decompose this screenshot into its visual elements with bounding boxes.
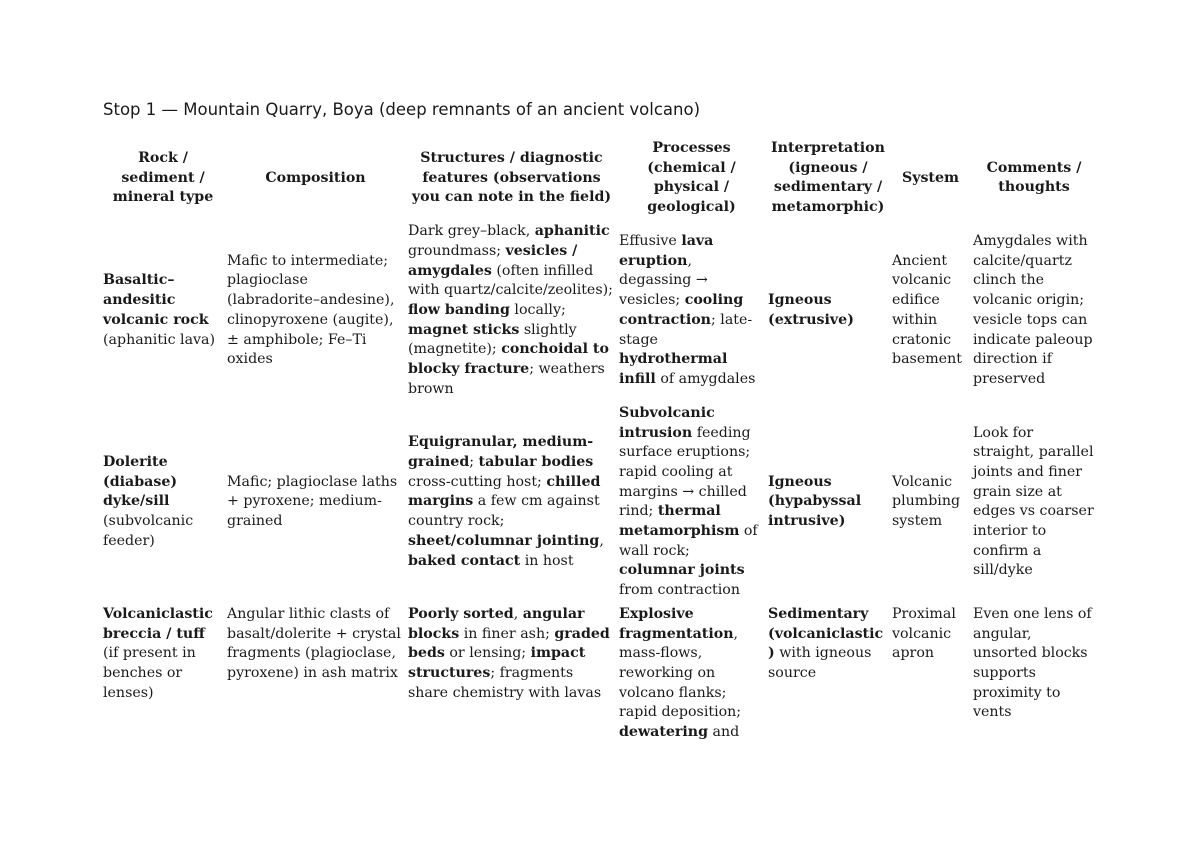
bold-text-run: Sedimentary (volcaniclastic) <box>768 605 884 662</box>
table-row <box>101 220 1097 402</box>
cell-rock-type <box>101 220 225 402</box>
table-row <box>101 603 1097 745</box>
text-run: and <box>708 724 740 741</box>
cell-comments <box>971 220 1097 402</box>
text-run: ; fragments share chemistry with lavas <box>408 664 602 701</box>
cell-composition <box>225 603 406 745</box>
text-run: with igneous source <box>768 645 872 681</box>
bold-text-run: Igneous (hypabyssal intrusive) <box>768 473 862 530</box>
bold-text-run: Dolerite (diabase) dyke/sill <box>103 454 178 510</box>
bold-text-run: flow banding <box>408 301 510 318</box>
text-run: ; weathers brown <box>408 361 605 397</box>
bold-text-run: aphanitic <box>534 223 610 240</box>
text-run: Even one lens of angular, unsorted blocks supports proximity to vents <box>973 605 1092 721</box>
cell-interpretation <box>766 603 890 745</box>
header-comments: Comments / thoughts <box>986 159 1082 196</box>
cell-comments <box>971 402 1097 603</box>
cell-rock-type <box>101 402 225 603</box>
text-run: feeding surface eruptions; rapid cooling at margins → chilled rind; <box>619 424 751 520</box>
text-run: , <box>599 532 604 549</box>
header-composition: Composition <box>265 169 366 186</box>
bold-text-run: Igneous (extrusive) <box>768 292 854 328</box>
text-run: of wall rock; <box>619 523 758 559</box>
cell-structures <box>406 220 617 402</box>
bold-text-run: Poorly sorted <box>408 605 514 622</box>
bold-text-run: impact structures <box>408 645 586 681</box>
cell-composition <box>225 220 406 402</box>
cell-system <box>890 603 971 745</box>
bold-text-run: angular blocks <box>408 605 585 642</box>
header-row <box>101 137 1097 220</box>
page-title: Stop 1 — Mountain Quarry, Boya (deep remnants of an ancient volcano) <box>103 100 701 119</box>
text-run: of amygdales <box>655 370 756 387</box>
bold-text-run: dewatering <box>619 724 709 741</box>
text-run: ; <box>469 454 479 471</box>
text-run: Dark grey–black, <box>408 223 535 240</box>
bold-text-run: Basaltic– andesitic volcanic rock <box>103 272 209 328</box>
header-structures: Structures / diagnostic features (observations you can note in the field) <box>411 149 612 206</box>
text-run: Angular lithic clasts of basalt/dolerite + crystal fragments (plagioclase, pyroxene) in ash matrix <box>227 605 401 681</box>
text-run: Proximal volcanic apron <box>892 605 956 662</box>
bold-text-run: graded beds <box>408 625 610 662</box>
bold-text-run: sheet/columnar jointing <box>408 532 600 549</box>
bold-text-run: Explosive fragmentation <box>619 605 734 642</box>
table-row <box>101 402 1097 603</box>
text-run: Mafic; plagioclase laths + pyroxene; medium-grained <box>227 473 398 530</box>
cell-processes <box>617 603 766 745</box>
bold-text-run: Subvolcanic intrusion <box>619 404 715 441</box>
header-rock-type: Rock / sediment / mineral type <box>112 149 214 206</box>
header-system: System <box>901 169 960 186</box>
text-run: in finer ash; <box>459 625 555 642</box>
cell-interpretation <box>766 220 890 402</box>
bold-text-run: hydrothermal infill <box>619 351 728 387</box>
text-run: or lensing; <box>444 645 531 662</box>
text-run: ; late-stage <box>619 311 753 348</box>
cell-comments <box>971 603 1097 745</box>
text-run: , mass-flows, reworking on volcano flanks; rapid deposition; <box>619 625 742 721</box>
text-run: Look for straight, parallel joints and finer grain size at edges vs coarser interior to confirm a sill/dyke <box>973 424 1094 579</box>
text-run: a few cm against country rock; <box>408 493 600 530</box>
bold-text-run: cooling contraction <box>619 292 744 328</box>
bold-text-run: chilled margins <box>408 473 601 510</box>
text-run: groundmass; <box>408 242 506 259</box>
cell-processes <box>617 402 766 603</box>
bold-text-run: thermal metamorphism <box>619 503 740 540</box>
text-run: Mafic to intermediate; plagioclase (labradorite–andesine), clinopyroxene (augite), ± amphibole; Fe–Ti oxides <box>227 252 395 368</box>
bold-text-run: columnar joints <box>619 562 745 579</box>
bold-text-run: magnet sticks <box>408 321 520 338</box>
cell-system <box>890 220 971 402</box>
bold-text-run: tabular bodies <box>478 454 594 471</box>
bold-text-run: lava eruption <box>619 233 714 269</box>
text-run: (if present in benches or lenses) <box>103 645 196 701</box>
cell-interpretation <box>766 402 890 603</box>
cell-structures <box>406 603 617 745</box>
text-run: (often infilled with quartz/calcite/zeolites); <box>408 262 613 299</box>
bold-text-run: Volcaniclastic breccia / tuff <box>103 605 213 642</box>
bold-text-run: conchoidal to blocky fracture <box>408 341 609 378</box>
cell-rock-type <box>101 603 225 745</box>
text-run: in host <box>520 552 574 569</box>
cell-system <box>890 402 971 603</box>
text-run: (aphanitic lava) <box>103 331 216 348</box>
text-run: , degassing → vesicles; <box>619 252 708 309</box>
text-run: Amygdales with calcite/quartz clinch the volcanic origin; vesicle tops can indicate paleoup direction if preserved <box>973 233 1093 387</box>
text-run: from contraction <box>619 582 740 599</box>
field-notes-table <box>101 137 1097 745</box>
text-run: (subvolcanic feeder) <box>103 513 194 549</box>
text-run: slightly (magnetite); <box>408 321 577 358</box>
header-interpretation: Interpretation (igneous / sedimentary / metamorphic) <box>771 140 885 216</box>
cell-processes <box>617 220 766 402</box>
cell-composition <box>225 402 406 603</box>
text-run: Volcanic plumbing system <box>892 473 961 530</box>
text-run: Ancient volcanic edifice within cratonic basement <box>892 252 962 368</box>
bold-text-run: Equigranular, medium-grained <box>408 434 594 471</box>
text-run: , <box>513 605 523 622</box>
cell-structures <box>406 402 617 603</box>
bold-text-run: baked contact <box>408 552 521 569</box>
bold-text-run: vesicles / amygdales <box>408 242 578 279</box>
text-run: locally; <box>509 301 566 318</box>
text-run: cross-cutting host; <box>408 473 547 490</box>
text-run: Effusive <box>619 233 682 249</box>
header-processes: Processes (chemical / physical / geological) <box>647 140 736 216</box>
